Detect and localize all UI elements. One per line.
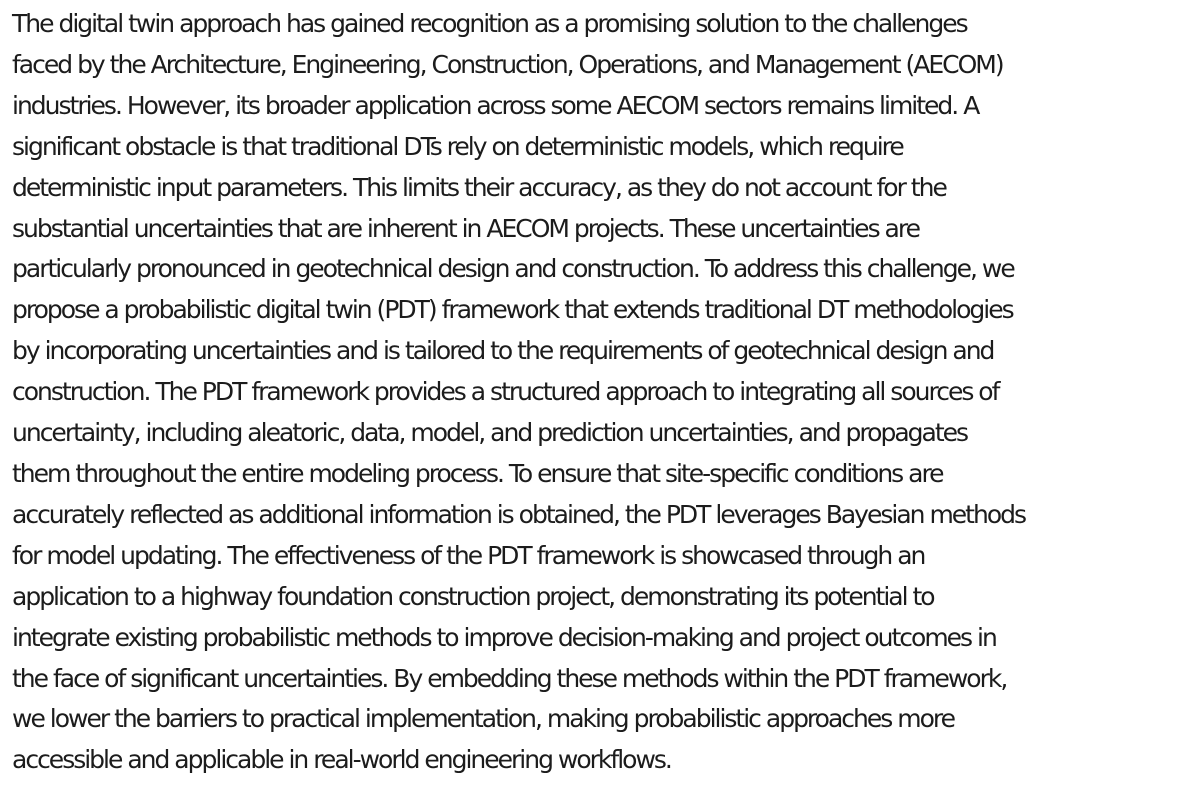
abstract-line: accessible and applicable in real-world engineering workflows. — [12, 745, 671, 775]
abstract-line: we lower the barriers to practical implementation, making probabilistic approaches more — [12, 704, 954, 734]
abstract-line: The digital twin approach has gained recognition as a promising solution to the challenges — [12, 9, 967, 38]
abstract-line: particularly pronounced in geotechnical design and construction. To address this challenge, we — [12, 254, 1014, 284]
abstract-line: substantial uncertainties that are inherent in AECOM projects. These uncertainties are — [12, 213, 919, 243]
abstract-line: faced by the Architecture, Engineering, Construction, Operations, and Management (AECOM) — [12, 49, 1003, 79]
abstract-line: significant obstacle is that traditional DTs rely on deterministic models, which require — [12, 131, 903, 161]
abstract-line: deterministic input parameters. This limits their accuracy, as they do not account for the — [12, 172, 946, 202]
abstract-line: the face of significant uncertainties. By embedding these methods within the PDT framework, — [12, 663, 1007, 693]
abstract-line: industries. However, its broader application across some AECOM sectors remains limited. A — [12, 90, 979, 120]
abstract-paragraph — [12, 4, 1198, 781]
abstract-line: construction. The PDT framework provides a structured approach to integrating all sources of — [12, 377, 999, 407]
abstract-line: accurately reflected as additional information is obtained, the PDT leverages Bayesian methods — [12, 499, 1026, 529]
abstract-line: application to a highway foundation construction project, demonstrating its potential to — [12, 581, 934, 611]
abstract-line: for model updating. The effectiveness of the PDT framework is showcased through an — [12, 540, 925, 570]
abstract-line: uncertainty, including aleatoric, data, model, and prediction uncertainties, and propagates — [12, 418, 968, 448]
abstract-line: integrate existing probabilistic methods to improve decision-making and project outcomes in — [12, 622, 996, 652]
abstract-line: them throughout the entire modeling process. To ensure that site-specific conditions are — [12, 458, 943, 488]
abstract-line: propose a probabilistic digital twin (PDT) framework that extends traditional DT methodologies — [12, 295, 1013, 325]
abstract-line: by incorporating uncertainties and is tailored to the requirements of geotechnical design and — [12, 336, 994, 366]
